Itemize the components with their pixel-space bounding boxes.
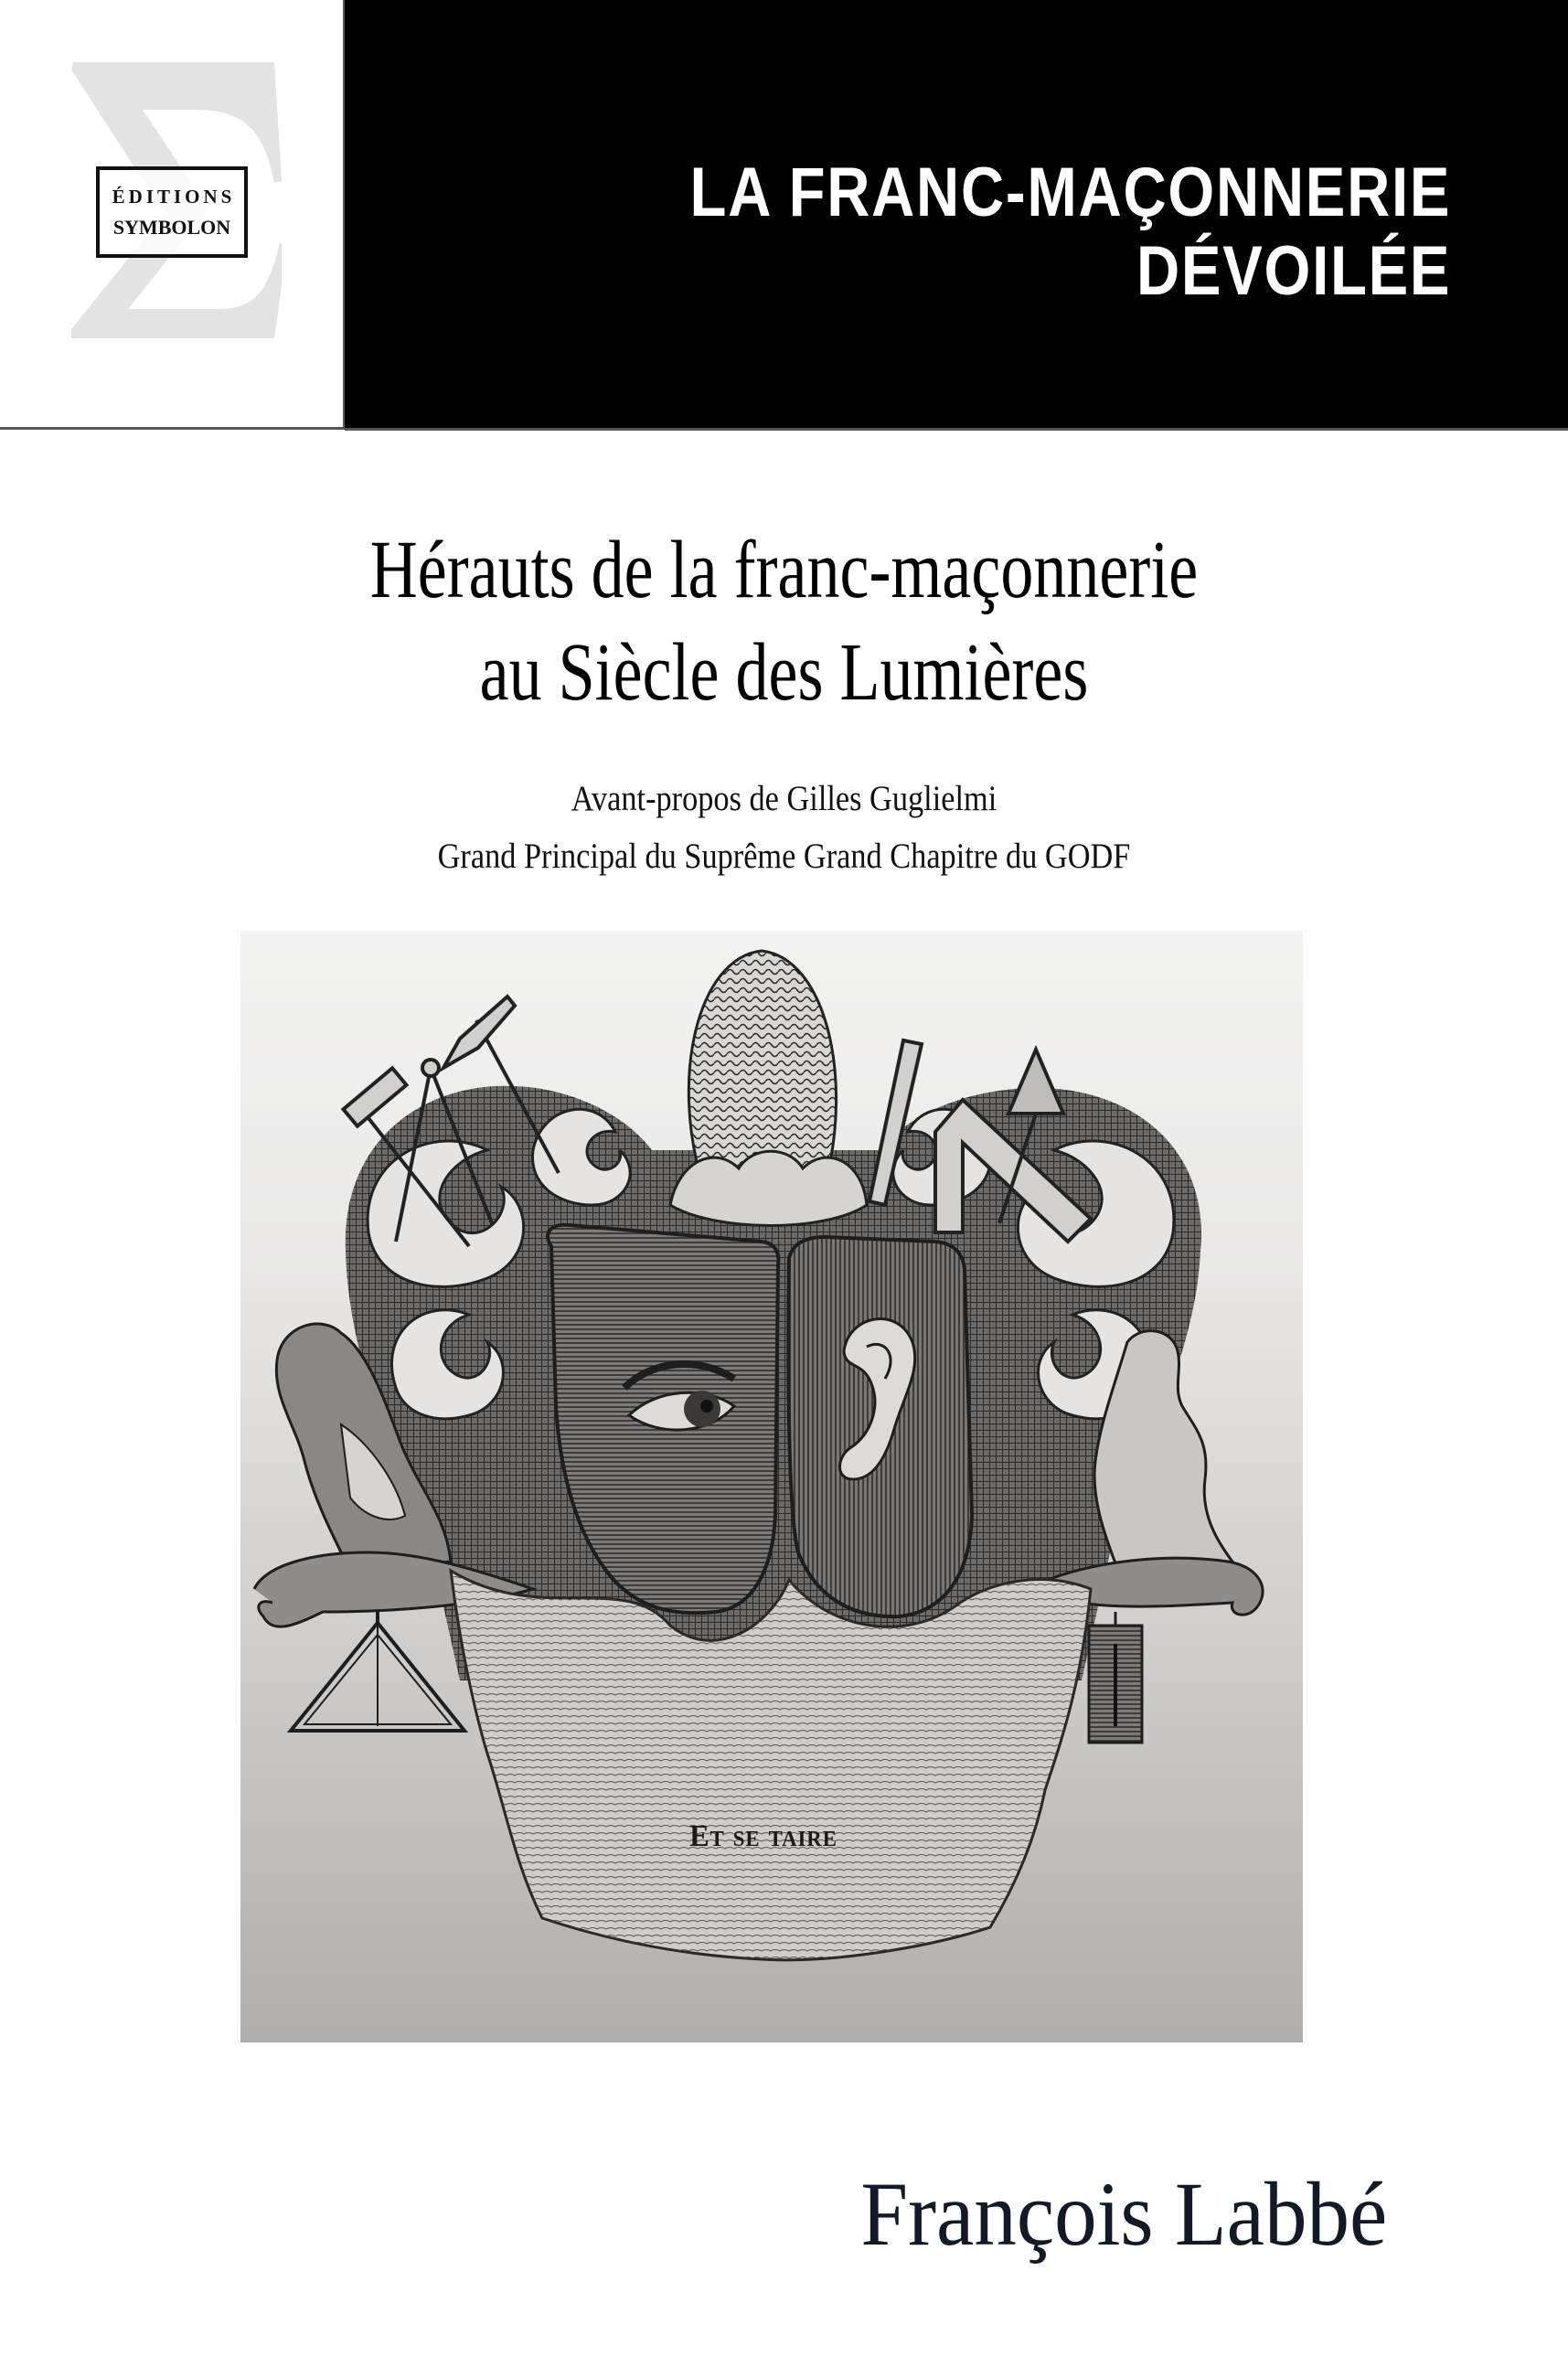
masonic-engraving-illustration bbox=[240, 931, 1303, 2042]
author-name: François Labbé bbox=[860, 2163, 1387, 2265]
publisher-logo-panel bbox=[0, 0, 345, 430]
book-title-line2: au Siècle des Lumières bbox=[479, 627, 1089, 718]
drapery-banner bbox=[451, 1571, 1091, 1960]
book-title bbox=[0, 519, 1568, 724]
series-title-band bbox=[345, 0, 1568, 431]
engraving-motto: Et se taire bbox=[689, 1819, 837, 1853]
publisher-name-line2: SYMBOLON bbox=[112, 215, 231, 239]
ear-of-corn-icon bbox=[670, 951, 867, 1226]
foreword-line1: Avant-propos de Gilles Guglielmi bbox=[571, 779, 997, 818]
plumb-level-triangle-icon bbox=[291, 1612, 464, 1731]
cover-engraving-image bbox=[240, 931, 1303, 2042]
book-title-line1: Hérauts de la franc-maçonnerie bbox=[369, 525, 1199, 615]
series-title bbox=[566, 154, 1451, 311]
shield-ear bbox=[788, 1237, 972, 1616]
foreword-line2: Grand Principal du Suprême Grand Chapitre du GODF bbox=[437, 837, 1131, 876]
publisher-name-line1: ÉDITIONS bbox=[112, 185, 236, 208]
plumb-rule-icon bbox=[1089, 1612, 1142, 1743]
foreword-credit bbox=[0, 770, 1568, 885]
series-title-line1: LA FRANC-MAÇONNERIE bbox=[689, 154, 1451, 231]
publisher-logo-box bbox=[96, 166, 248, 258]
series-title-line2: DÉVOILÉE bbox=[1136, 232, 1451, 310]
